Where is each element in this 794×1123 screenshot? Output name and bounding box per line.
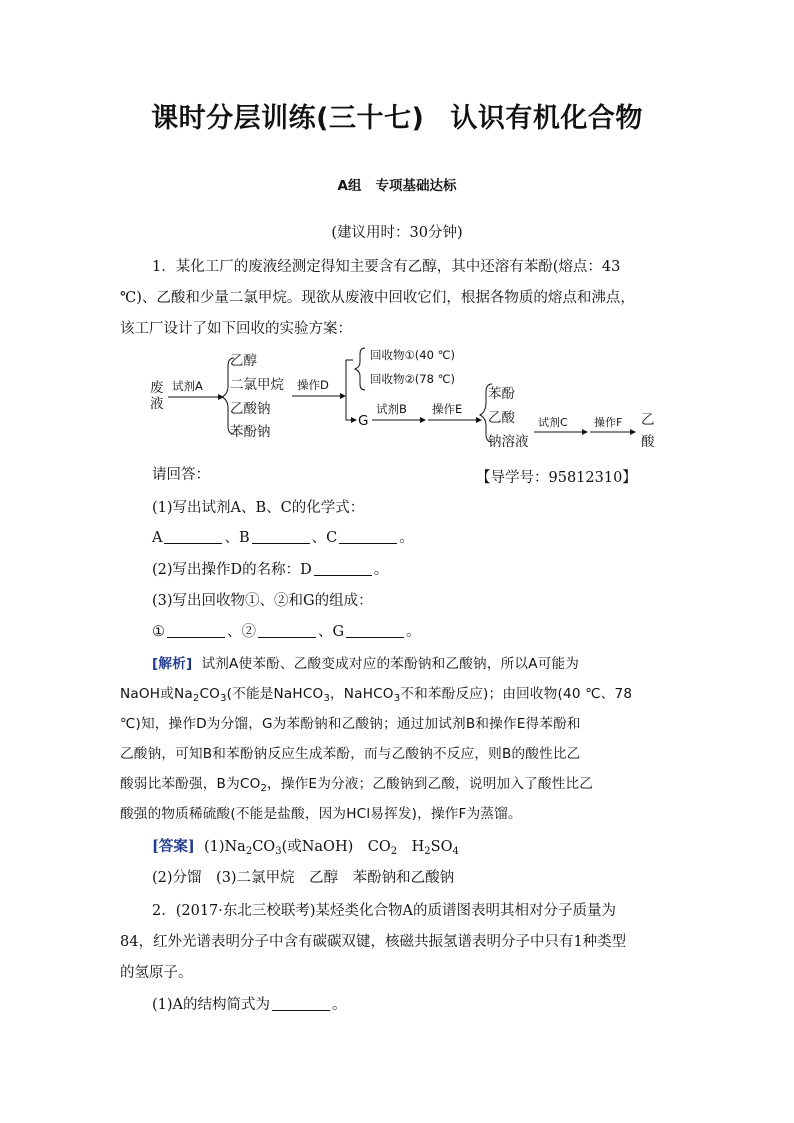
q2-sub1-text: (1)A的结构简式为 — [152, 997, 271, 1013]
op-f-label: 操作F — [594, 416, 623, 429]
product1-ethanol: 乙醇 — [230, 353, 257, 369]
q1-sub3: (3)写出回收物①、②和G的组成： — [152, 593, 373, 609]
q1-sub1-blanks — [152, 529, 414, 547]
end-mark: 。 — [373, 562, 389, 578]
product2-phenol: 苯酚 — [488, 386, 515, 402]
q2-line3: 的氢原子。 — [120, 965, 193, 981]
final-1: 乙 — [641, 412, 655, 428]
q2-line1: 2．(2017·东北三校联考)某烃类化合物A的质谱图表明其相对分子质量为 — [152, 903, 617, 919]
blank-d[interactable] — [314, 561, 372, 576]
product1-sodium-acetate: 乙酸钠 — [230, 401, 271, 417]
reagent-b-label: 试剂B — [376, 402, 407, 416]
end-mark: 。 — [399, 530, 414, 546]
waste-label-2: 液 — [150, 396, 164, 412]
blank-b-label: 、B — [224, 530, 250, 546]
arrowhead-f — [630, 429, 636, 435]
answer-tag: [答案] — [152, 838, 195, 855]
q2-line2: 84，红外光谱表明分子中含有碳碳双键，核磁共振氢谱表明分子中只有1种类型 — [120, 934, 627, 950]
blank-q2-structure[interactable] — [272, 996, 330, 1011]
blank-b[interactable] — [252, 529, 310, 544]
blank-c-label: 、C — [311, 530, 338, 546]
answer-line2: (2)分馏 (3)二氯甲烷 乙醇 苯酚钠和乙酸钠 — [152, 870, 455, 886]
section-topic: 专项基础达标 — [375, 178, 457, 194]
q2-sub1 — [152, 996, 347, 1014]
arrowhead-e — [476, 417, 482, 423]
explain-text1: 试剂A使苯酚、乙酸变成对应的苯酚钠和乙酸钠，所以A可能为 — [201, 656, 580, 672]
section-heading — [0, 174, 794, 194]
reagent-a-label: 试剂A — [172, 379, 203, 393]
arrowhead-c — [582, 429, 588, 435]
recover-2: 回收物②(78 ℃) — [370, 372, 455, 386]
blank-2-label: 、② — [227, 624, 256, 640]
guide-number: 【导学号：95812310】 — [476, 470, 637, 486]
arrowhead-g — [351, 417, 357, 423]
final-2: 酸 — [641, 434, 655, 450]
q1-sub1: (1)写出试剂A、B、C的化学式： — [152, 500, 365, 516]
product1-sodium-phenoxide: 苯酚钠 — [230, 424, 271, 440]
product1-dcm: 二氯甲烷 — [230, 377, 284, 393]
page-title — [0, 96, 794, 135]
blank-a-label: A — [152, 530, 163, 546]
q1-line2: ℃)、乙酸和少量二氯甲烷。现欲从废液中回收它们，根据各物质的熔点和沸点， — [120, 290, 635, 306]
explain-line2: NaOH或$Na_2CO_3$(不能是NaHCO$_3$，NaHCO$_3$不和苯酚反应)；由回收物(40 ℃、78 — [120, 686, 633, 704]
blank-a[interactable] — [164, 529, 222, 544]
recovery-flow-diagram — [140, 340, 680, 455]
blank-g-label: 、G — [318, 624, 345, 640]
q1-line3: 该工厂设计了如下回收的实验方案： — [120, 321, 352, 337]
reagent-c-label: 试剂C — [538, 416, 568, 429]
explain-tag: [解析] — [152, 656, 193, 672]
end-mark: 。 — [332, 997, 347, 1013]
op-e-label: 操作E — [432, 402, 463, 416]
split-up — [346, 360, 353, 396]
explain-line4: 乙酸钠，可知B和苯酚钠反应生成苯酚，而与乙酸钠不反应，则B的酸性比乙 — [120, 746, 581, 762]
q1-sub2 — [152, 561, 388, 579]
product2-acetic: 乙酸 — [488, 410, 515, 426]
q1-line1: 1．某化工厂的废液经测定得知主要含有乙醇，其中还溶有苯酚(熔点：43 — [152, 259, 621, 275]
title-sub: 认识有机化合物 — [450, 103, 643, 134]
blank-2[interactable] — [258, 623, 316, 638]
explain-line5: 酸弱比苯酚强，B为$CO_2$，操作E为分液；乙酸钠到乙酸，说明加入了酸性比乙 — [120, 776, 594, 794]
please-answer: 请回答： — [152, 467, 210, 483]
g-label: G — [358, 413, 369, 429]
q1-sub3-blanks — [152, 623, 421, 641]
blank-g[interactable] — [346, 623, 404, 638]
answer-line1 — [152, 838, 459, 856]
op-d-label: 操作D — [297, 378, 329, 392]
blank-c[interactable] — [339, 529, 397, 544]
title-main: 课时分层训练(三十七) — [151, 103, 425, 134]
brace-products1 — [222, 358, 234, 434]
product2-solution: 钠溶液 — [488, 434, 529, 450]
brace-recover — [355, 348, 365, 390]
section-group: A组 — [337, 178, 362, 194]
explain-line3: ℃)知，操作D为分馏，G为苯酚钠和乙酸钠；通过加试剂B和操作E得苯酚和 — [120, 716, 581, 732]
recover-1: 回收物①(40 ℃) — [370, 348, 455, 362]
end-mark: 。 — [406, 624, 421, 640]
split-down — [346, 396, 352, 420]
explain-line6: 酸强的物质稀硫酸(不能是盐酸，因为HCl易挥发)，操作F为蒸馏。 — [120, 806, 522, 822]
blank-1[interactable] — [167, 623, 225, 638]
arrowhead-b — [420, 417, 426, 423]
blank-1-label: ① — [152, 624, 165, 640]
time-note: (建议用时：30分钟) — [331, 225, 463, 241]
explain-line1 — [152, 655, 579, 673]
q1-sub2-text: (2)写出操作D的名称：D — [152, 562, 312, 578]
answer-text1: $(1)Na_2CO_3$(或NaOH) $CO_2$ $H_2SO_4$ — [203, 839, 459, 857]
arrowhead-d — [340, 393, 346, 399]
waste-label-1: 废 — [150, 380, 164, 396]
